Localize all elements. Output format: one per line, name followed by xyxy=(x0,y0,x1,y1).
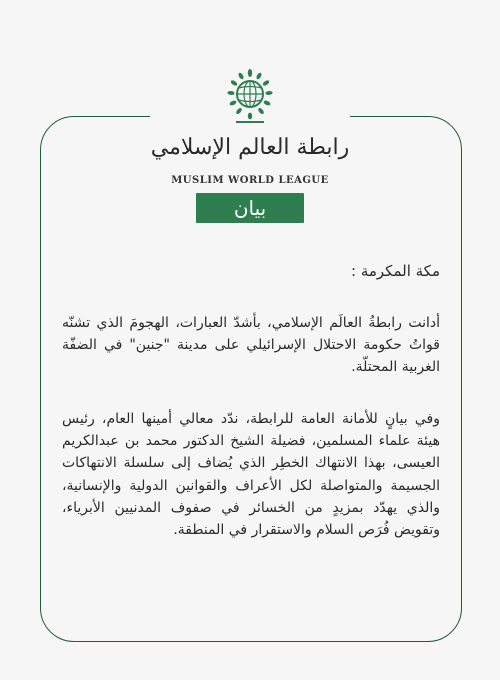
dateline: مكة المكرمة : xyxy=(351,262,440,280)
statement-badge xyxy=(196,193,304,223)
paragraph-2: وفي بيانٍ للأمانة العامة للرابطة، ندّد معالي أمينها العام، رئيس هيئة علماء المسلمين، فضيلة الشيخ الدكتور محمد بن عبدالكريم العيسى، بهذا الانتهاك الخطِر الذي يُضاف إلى سلسلة الانتهاكات الجسيمة والمتواصلة لكل الأعراف والقوانين الدولية والإنسانية، والذي يهدّد بمزيدٍ من الخسائر في صفوف المدنيين الأبرياء، وتقويض فُرَص السلام والاستقرار في المنطقة. xyxy=(62,411,440,539)
paragraph-1: أدانت رابطةُ العالَم الإسلامي، بأشدّ العبارات، الهجومَ الذي تشنّه قواتُ حكومة الاحتلال الإسرائيلي على مدينة "جنين" في الضفّة الغربية المحتلّة. xyxy=(62,315,440,376)
statement-badge-label: بيان xyxy=(233,196,267,220)
globe-emblem-icon xyxy=(226,69,274,127)
org-name-english: MUSLIM WORLD LEAGUE xyxy=(171,175,329,186)
org-name-arabic: رابطة العالم الإسلامي xyxy=(150,135,350,160)
